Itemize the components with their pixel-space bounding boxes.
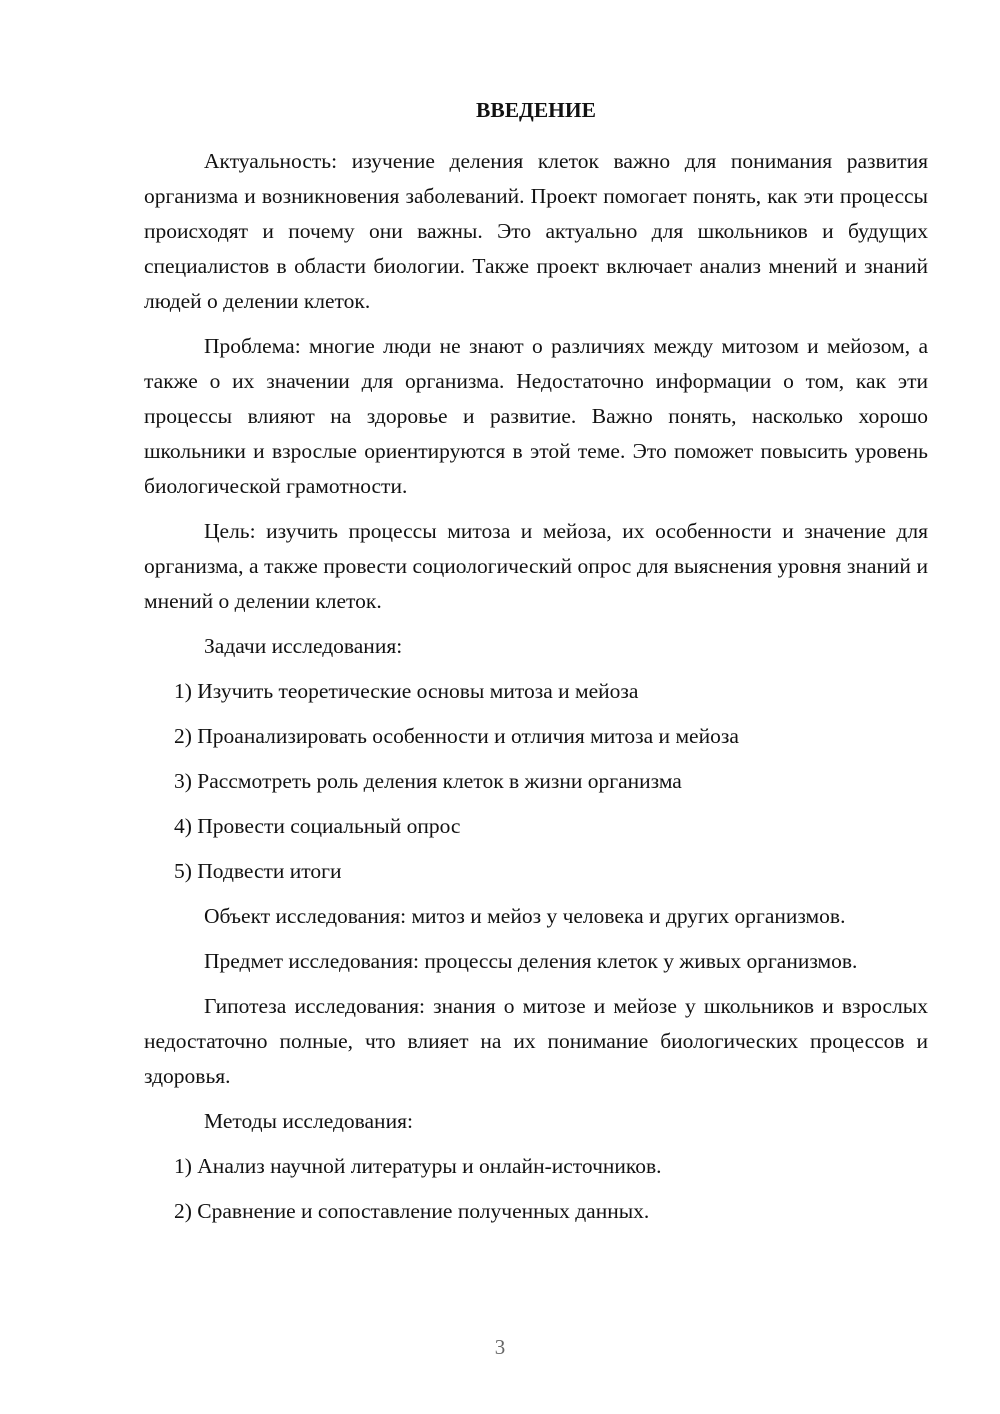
hypothesis-paragraph: Гипотеза исследования: знания о митозе и мейозе у школьников и взрослых недостаточно полные, что влияет на их понимание биологических процессов и здоровья. [144,994,928,1088]
document-page [144,94,928,1239]
problem-paragraph: Проблема: многие люди не знают о различиях между митозом и мейозом, а также о их значении для организма. Недостаточно информации о том, как эти процессы влияют на здоровье и развитие. Важно понять, насколько хорошо школьники и взрослые ориентируются в этой теме. Это поможет повысить уровень биологической грамотности. [144,334,928,498]
task-item: 5) Подвести итоги [174,859,342,883]
task-item: 1) Изучить теоретические основы митоза и мейоза [174,679,639,703]
method-item: 2) Сравнение и сопоставление полученных данных. [174,1199,650,1223]
goal-paragraph: Цель: изучить процессы митоза и мейоза, их особенности и значение для организма, а также провести социологический опрос для выяснения уровня знаний и мнений о делении клеток. [144,519,928,613]
tasks-list [144,674,928,889]
methods-list [144,1149,928,1229]
section-title: ВВЕДЕНИЕ [476,98,596,122]
page-number: 3 [494,1335,506,1359]
tasks-heading: Задачи исследования: [204,634,403,658]
task-item: 2) Проанализировать особенности и отличия митоза и мейоза [174,724,739,748]
method-item: 1) Анализ научной литературы и онлайн-источников. [174,1154,662,1178]
methods-heading: Методы исследования: [204,1109,413,1133]
relevance-paragraph: Актуальность: изучение деления клеток важно для понимания развития организма и возникновения заболеваний. Проект помогает понять, как эти процессы происходят и почему они важны. Это актуально для школьников и будущих специалистов в области биологии. Также проект включает анализ мнений и знаний людей о делении клеток. [144,149,928,313]
object-paragraph: Объект исследования: митоз и мейоз у человека и других организмов. [204,904,846,928]
task-item: 4) Провести социальный опрос [174,814,461,838]
subject-paragraph: Предмет исследования: процессы деления клеток у живых организмов. [204,949,858,973]
task-item: 3) Рассмотреть роль деления клеток в жизни организма [174,769,682,793]
